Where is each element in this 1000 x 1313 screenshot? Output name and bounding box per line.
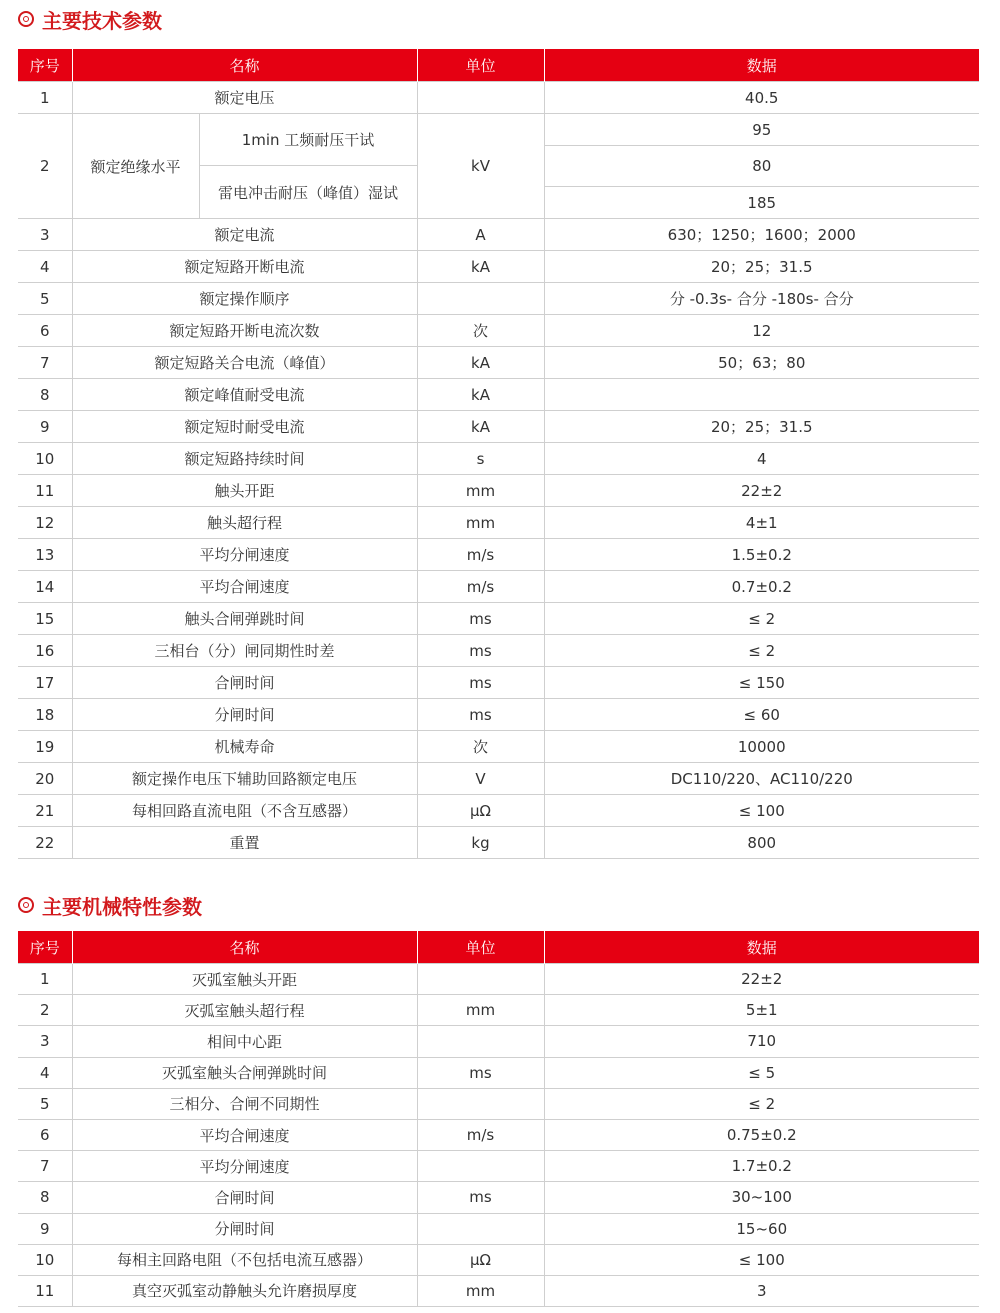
row-no: 21 bbox=[18, 795, 72, 827]
header-value: 数据 bbox=[544, 931, 979, 964]
table-row bbox=[18, 1275, 979, 1306]
table-row bbox=[18, 507, 979, 539]
section-title-mechanical bbox=[18, 890, 202, 920]
row-no: 4 bbox=[18, 251, 72, 283]
header-value: 数据 bbox=[544, 49, 979, 82]
row-value: ≤ 60 bbox=[544, 699, 979, 731]
row-unit: s bbox=[417, 443, 544, 475]
insulation-value-2: 80 bbox=[545, 146, 980, 187]
row-value: ≤ 150 bbox=[544, 667, 979, 699]
table-row bbox=[18, 571, 979, 603]
row-name: 合闸时间 bbox=[72, 667, 417, 699]
row-value: 40.5 bbox=[544, 82, 979, 114]
row-value: 4±1 bbox=[544, 507, 979, 539]
row-no: 22 bbox=[18, 827, 72, 859]
row-value: 4 bbox=[544, 443, 979, 475]
row-no: 20 bbox=[18, 763, 72, 795]
row-unit: kA bbox=[417, 379, 544, 411]
row-no: 11 bbox=[18, 1275, 72, 1306]
row-unit bbox=[417, 283, 544, 315]
insulation-subtable bbox=[73, 114, 417, 218]
row-no: 11 bbox=[18, 475, 72, 507]
table-row bbox=[18, 763, 979, 795]
row-name: 分闸时间 bbox=[72, 1213, 417, 1244]
table-row bbox=[18, 443, 979, 475]
row-no: 2 bbox=[18, 995, 72, 1026]
table-row bbox=[18, 82, 979, 114]
row-value: 20；25；31.5 bbox=[544, 251, 979, 283]
table-row bbox=[18, 315, 979, 347]
row-value: 0.7±0.2 bbox=[544, 571, 979, 603]
row-name: 触头开距 bbox=[72, 475, 417, 507]
header-no: 序号 bbox=[18, 931, 72, 964]
row-name: 额定短路开断电流 bbox=[72, 251, 417, 283]
table-row bbox=[18, 995, 979, 1026]
row-value: 分 -0.3s- 合分 -180s- 合分 bbox=[544, 283, 979, 315]
table-row bbox=[18, 964, 979, 995]
row-unit: μΩ bbox=[417, 1244, 544, 1275]
header-name: 名称 bbox=[72, 49, 417, 82]
row-no: 6 bbox=[18, 1119, 72, 1150]
row-value: 30~100 bbox=[544, 1182, 979, 1213]
row-no: 18 bbox=[18, 699, 72, 731]
row-name: 重置 bbox=[72, 827, 417, 859]
row-value: 3 bbox=[544, 1275, 979, 1306]
row-name: 灭弧室触头超行程 bbox=[72, 995, 417, 1026]
table-row bbox=[18, 379, 979, 411]
row-name: 额定短路开断电流次数 bbox=[72, 315, 417, 347]
row-unit: kA bbox=[417, 251, 544, 283]
row-unit: m/s bbox=[417, 539, 544, 571]
double-circle-icon bbox=[18, 897, 34, 913]
row-no: 7 bbox=[18, 347, 72, 379]
row-no: 9 bbox=[18, 411, 72, 443]
row-value bbox=[544, 379, 979, 411]
lightning-impulse-label: 雷电冲击耐压（峰值）湿试 bbox=[199, 166, 417, 219]
row-value: 22±2 bbox=[544, 475, 979, 507]
row-unit bbox=[417, 1213, 544, 1244]
insulation-values bbox=[545, 114, 980, 218]
row-no: 5 bbox=[18, 1088, 72, 1119]
row-name: 合闸时间 bbox=[72, 1182, 417, 1213]
row-value: ≤ 2 bbox=[544, 635, 979, 667]
row-unit: 次 bbox=[417, 731, 544, 763]
row-unit: m/s bbox=[417, 1119, 544, 1150]
table-row bbox=[18, 1088, 979, 1119]
row-no: 2 bbox=[18, 114, 72, 219]
header-unit: 单位 bbox=[417, 49, 544, 82]
row-no: 10 bbox=[18, 1244, 72, 1275]
row-name: 机械寿命 bbox=[72, 731, 417, 763]
row-unit: ms bbox=[417, 1057, 544, 1088]
row-value: 800 bbox=[544, 827, 979, 859]
row-unit: kA bbox=[417, 411, 544, 443]
table-row bbox=[18, 699, 979, 731]
row-name: 额定短路持续时间 bbox=[72, 443, 417, 475]
row-value: ≤ 100 bbox=[544, 795, 979, 827]
row-unit: kg bbox=[417, 827, 544, 859]
power-frequency-label: 1min 工频耐压干试 bbox=[199, 114, 417, 166]
row-unit: ms bbox=[417, 699, 544, 731]
insulation-level-label: 额定绝缘水平 bbox=[73, 114, 200, 218]
row-unit: mm bbox=[417, 1275, 544, 1306]
mechanical-parameters-table bbox=[18, 931, 979, 1307]
row-value: 5±1 bbox=[544, 995, 979, 1026]
row-unit: mm bbox=[417, 507, 544, 539]
row-name: 灭弧室触头开距 bbox=[72, 964, 417, 995]
row-no: 8 bbox=[18, 379, 72, 411]
row-name: 额定操作顺序 bbox=[72, 283, 417, 315]
row-name: 额定峰值耐受电流 bbox=[72, 379, 417, 411]
row-value: 710 bbox=[544, 1026, 979, 1057]
row-unit: V bbox=[417, 763, 544, 795]
section-title-text: 主要机械特性参数 bbox=[42, 894, 202, 919]
row-name: 平均分闸速度 bbox=[72, 539, 417, 571]
row-name: 触头合闸弹跳时间 bbox=[72, 603, 417, 635]
row-value: 10000 bbox=[544, 731, 979, 763]
row-unit: A bbox=[417, 219, 544, 251]
table-row bbox=[18, 731, 979, 763]
row-name: 三相台（分）闸同期性时差 bbox=[72, 635, 417, 667]
header-unit: 单位 bbox=[417, 931, 544, 964]
row-value: 22±2 bbox=[544, 964, 979, 995]
row-unit bbox=[417, 1151, 544, 1182]
row-name: 每相主回路电阻（不包括电流互感器） bbox=[72, 1244, 417, 1275]
table-row bbox=[18, 667, 979, 699]
row-unit: mm bbox=[417, 475, 544, 507]
row-name: 额定操作电压下辅助回路额定电压 bbox=[72, 763, 417, 795]
row-unit: ms bbox=[417, 1182, 544, 1213]
row-unit: ms bbox=[417, 603, 544, 635]
row-name: 额定短路关合电流（峰值） bbox=[72, 347, 417, 379]
row-no: 17 bbox=[18, 667, 72, 699]
row-no: 3 bbox=[18, 1026, 72, 1057]
table-row bbox=[18, 251, 979, 283]
technical-parameters-table bbox=[18, 49, 979, 859]
row-unit: μΩ bbox=[417, 795, 544, 827]
table-row bbox=[18, 219, 979, 251]
row-no: 10 bbox=[18, 443, 72, 475]
row-value: ≤ 2 bbox=[544, 1088, 979, 1119]
row-value: 1.5±0.2 bbox=[544, 539, 979, 571]
insulation-value-1: 95 bbox=[545, 114, 980, 146]
row-value: 20；25；31.5 bbox=[544, 411, 979, 443]
table-row-insulation bbox=[18, 114, 979, 219]
table-row bbox=[18, 347, 979, 379]
row-no: 4 bbox=[18, 1057, 72, 1088]
header-no: 序号 bbox=[18, 49, 72, 82]
row-no: 13 bbox=[18, 539, 72, 571]
row-unit bbox=[417, 964, 544, 995]
row-name: 额定电压 bbox=[72, 82, 417, 114]
row-no: 1 bbox=[18, 82, 72, 114]
row-no: 12 bbox=[18, 507, 72, 539]
row-name: 触头超行程 bbox=[72, 507, 417, 539]
row-value: 630；1250；1600；2000 bbox=[544, 219, 979, 251]
row-value: 0.75±0.2 bbox=[544, 1119, 979, 1150]
table-row bbox=[18, 475, 979, 507]
row-unit bbox=[417, 82, 544, 114]
row-name: 真空灭弧室动静触头允许磨损厚度 bbox=[72, 1275, 417, 1306]
row-no: 16 bbox=[18, 635, 72, 667]
row-no: 3 bbox=[18, 219, 72, 251]
row-unit: mm bbox=[417, 995, 544, 1026]
row-unit: kA bbox=[417, 347, 544, 379]
row-name: 每相回路直流电阻（不含互感器） bbox=[72, 795, 417, 827]
row-value: DC110/220、AC110/220 bbox=[544, 763, 979, 795]
row-unit: kV bbox=[417, 114, 544, 219]
row-unit: 次 bbox=[417, 315, 544, 347]
table-header-row bbox=[18, 49, 979, 82]
row-name: 分闸时间 bbox=[72, 699, 417, 731]
row-unit: ms bbox=[417, 635, 544, 667]
row-no: 6 bbox=[18, 315, 72, 347]
row-value: 1.7±0.2 bbox=[544, 1151, 979, 1182]
row-name: 平均合闸速度 bbox=[72, 1119, 417, 1150]
table-row bbox=[18, 795, 979, 827]
row-unit: ms bbox=[417, 667, 544, 699]
row-no: 15 bbox=[18, 603, 72, 635]
row-no: 1 bbox=[18, 964, 72, 995]
row-name: 额定电流 bbox=[72, 219, 417, 251]
row-name: 平均分闸速度 bbox=[72, 1151, 417, 1182]
table-row bbox=[18, 411, 979, 443]
table-row bbox=[18, 1151, 979, 1182]
row-name: 三相分、合闸不同期性 bbox=[72, 1088, 417, 1119]
row-value: ≤ 2 bbox=[544, 603, 979, 635]
insulation-values-cell bbox=[544, 114, 979, 219]
table-row bbox=[18, 827, 979, 859]
table-row bbox=[18, 283, 979, 315]
row-value: 12 bbox=[544, 315, 979, 347]
table-row bbox=[18, 603, 979, 635]
table-header-row bbox=[18, 931, 979, 964]
table-row bbox=[18, 1119, 979, 1150]
table-row bbox=[18, 1057, 979, 1088]
table-row bbox=[18, 1213, 979, 1244]
row-value: ≤ 5 bbox=[544, 1057, 979, 1088]
table-row bbox=[18, 1026, 979, 1057]
table-row bbox=[18, 1182, 979, 1213]
row-no: 8 bbox=[18, 1182, 72, 1213]
insulation-value-3: 185 bbox=[545, 187, 980, 219]
row-no: 14 bbox=[18, 571, 72, 603]
row-name: 相间中心距 bbox=[72, 1026, 417, 1057]
row-no: 5 bbox=[18, 283, 72, 315]
table-row bbox=[18, 635, 979, 667]
row-unit bbox=[417, 1088, 544, 1119]
row-no: 7 bbox=[18, 1151, 72, 1182]
row-no: 19 bbox=[18, 731, 72, 763]
row-name: 额定短时耐受电流 bbox=[72, 411, 417, 443]
row-name: 平均合闸速度 bbox=[72, 571, 417, 603]
row-value: ≤ 100 bbox=[544, 1244, 979, 1275]
row-value: 15~60 bbox=[544, 1213, 979, 1244]
header-name: 名称 bbox=[72, 931, 417, 964]
section-title-text: 主要技术参数 bbox=[42, 8, 162, 33]
row-unit bbox=[417, 1026, 544, 1057]
table-row bbox=[18, 539, 979, 571]
row-value: 50；63；80 bbox=[544, 347, 979, 379]
double-circle-icon bbox=[18, 11, 34, 27]
table-row bbox=[18, 1244, 979, 1275]
section-title-technical bbox=[18, 4, 162, 34]
insulation-cell bbox=[72, 114, 417, 219]
row-name: 灭弧室触头合闸弹跳时间 bbox=[72, 1057, 417, 1088]
row-no: 9 bbox=[18, 1213, 72, 1244]
row-unit: m/s bbox=[417, 571, 544, 603]
